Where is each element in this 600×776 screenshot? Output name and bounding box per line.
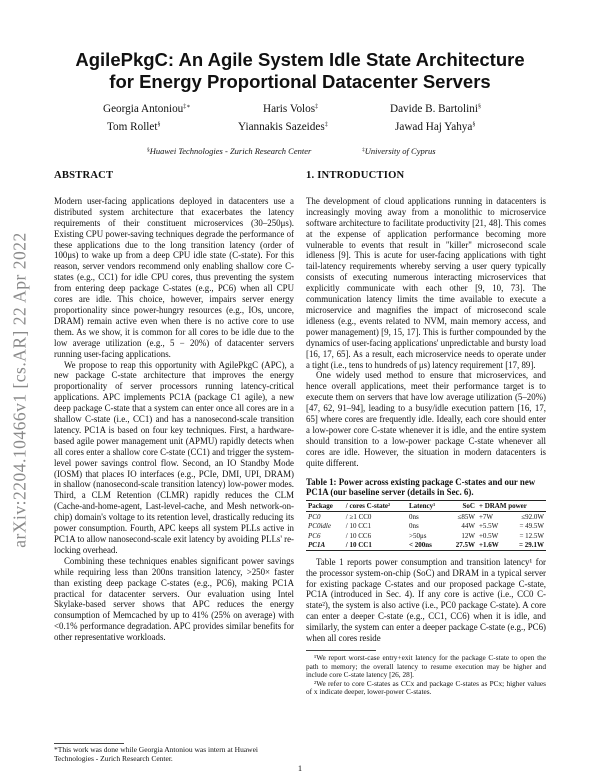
table-header: Latency¹: [407, 500, 447, 511]
table-header-row: [306, 500, 546, 511]
abstract-paragraph: Modern user-facing applications deployed in datacenters use a distributed system architecture that exacerbates the latency requirements of their constituent microservices (30–250μs). Existing CPU power-saving techniques degrade the performance of these applications due to the long transition latency (order of 100μs) to wake up from a deep CPU idle state (C-state). For this reason, server vendors recommend only enabling shallow core C-states (e.g., CC1) for idle CPU cores, thus preventing the system from entering deep package C-states (e.g., PC6) when all CPU cores are idle. This choice, however, impairs server energy proportionality since power-hungry resources (e.g., IOs, uncore, DRAM) remain active even when there is no active core to use them. As we show, it is common for all cores to be idle due to the low average utilization (e.g., 5 − 20%) of datacenter servers running user-facing applications.: [54, 195, 294, 359]
author: Haris Volos‡: [263, 103, 319, 115]
table-row: PC0idle / 10 CC1 0ns 44W +5.5W = 49.5W: [308, 522, 544, 531]
paper-title: [50, 49, 550, 93]
title-line-2: for Energy Proportional Datacenter Servers: [109, 71, 491, 92]
introduction-heading: 1. INTRODUCTION: [306, 170, 405, 181]
table-header: Package: [306, 500, 344, 511]
abstract-paragraph: Combining these techniques enables significant power savings while requiring less than 200ns transition latency, >250× faster than existing deep package C-states (e.g., PC6), making PC1A practical for datacenter servers. Our evaluation using Intel Skylake-based server shows that APC reduces the energy consumption of Memcached by up to 41% (25% on average) with <0.1% performance degradation. APC provides similar benefits for other representative workloads.: [54, 555, 294, 643]
left-column: [54, 171, 294, 643]
author: Davide B. Bartolini§: [390, 103, 481, 115]
arxiv-stamp[interactable]: arXiv:2204.10466v1 [cs.AR] 22 Apr 2022: [9, 232, 30, 548]
intern-footnote: *This work was done while Georgia Antoniou was intern at Huawei Technologies - Zurich Research Center.: [54, 745, 258, 763]
author: Tom Rollet§: [107, 121, 161, 133]
right-column: [306, 171, 546, 697]
title-line-1: AgilePkgC: An Agile System Idle State Architecture: [75, 49, 525, 70]
table-header: / cores C-state²: [344, 500, 407, 511]
intro-paragraph: Table 1 reports power consumption and transition latency¹ for the processor system-on-chip (SoC) and DRAM in a typical server for existing package C-states and our proposed package C-state, PC1A (introduced in Sec. 4). If any core is active (i.e., CC0 C-state²), the system is also active (i.e., PC0 package C-state). A core can enter a deeper C-state (e.g., CC1, CC6) when it is idle, and similarly, the system can enter a deeper package C-state (e.g., PC6) when all cores reside: [306, 556, 546, 644]
intro-paragraph: One widely used method to ensure that microservices, and hence overall applications, meet their performance target is to execute them on servers that have low average utilization (5–20%) [47, 62, 91–94], leading to a busy/idle execution pattern [16, 17, 65] where cores are frequently idle. Ideally, each core should enter a low-power core C-state whenever it is idle, and the entire system should transition to a low-power package C-state whenever all cores are idle. However, the situation in modern datacenters is quite different.: [306, 370, 546, 468]
author: Jawad Haj Yahya§: [395, 121, 476, 133]
table-caption: Table 1: Power across existing package C-states and our new PC1A (our baseline server (details in Sec. 6).: [306, 476, 536, 497]
abstract-paragraph: We propose to reap this opportunity with AgilePkgC (APC), a new package C-state architecture that improves the energy proportionality of server processors running latency-critical applications. APC implements PC1A (package C1 agile), a new deep package C-state that a system can enter once all cores are in a shallow C-state (i.e., CC1) and has a nanosecond-scale transition latency. PC1A is based on four key techniques. First, a hardware-based agile power management unit (APMU) rapidly detects when all cores enter a shallow core C-state (CC1) and trigger the system-level power savings control flow. Second, an IO Standby Mode (IOSM) that places IO interfaces (e.g., PCIe, DMI, UPI, DRAM) in shallow (nanosecond-scale transition latency) low-power modes. Third, a CLM Retention (CLMR) rapidly reduces the CLM (Cache-and-home-agent, Last-level-cache, and Mesh network-on-chip) domain's voltage to its retention level, drastically reducing its power consumption. Fourth, APC keeps all system PLLs active in PC1A to allow nanosecond-scale exit latency by avoiding PLLs' re-locking overhead.: [54, 359, 294, 555]
footnotes: [306, 650, 546, 697]
arxiv-stamp-container: [2, 190, 38, 590]
affiliation: §Huawei Technologies - Zurich Research Center: [147, 146, 312, 156]
table-row: PC1A / 10 CC1 < 200ns 27.5W +1.6W = 29.1W: [308, 540, 544, 549]
footnote: ²We refer to core C-states as CCx and package C-states as PCx; higher values of x indicate deeper, lower-power C-states.: [306, 678, 546, 697]
table-row: PC6 / 10 CC6 >50μs 12W +0.5W = 12.5W: [308, 531, 544, 540]
affiliation: ‡University of Cyprus: [362, 146, 436, 156]
table-1: [306, 477, 546, 551]
power-table: [306, 500, 546, 551]
footnote: ¹We report worst-case entry+exit latency for the package C-state to open the path to memory; the overall latency to resume execution may be higher and include core C-state latency [26, 28].: [306, 652, 546, 680]
author: Yiannakis Sazeides‡: [238, 121, 328, 133]
page-number: 1: [297, 763, 303, 773]
author: Georgia Antoniou‡∗: [103, 103, 191, 115]
footnote-divider: [306, 650, 376, 651]
abstract-heading: ABSTRACT: [54, 170, 114, 181]
table-header: + DRAM power: [477, 500, 546, 511]
intro-paragraph: The development of cloud applications running in datacenters is increasingly moving away from a monolithic to microservice software architecture to facilitate productivity [21, 48]. This comes at the expense of application performance becoming more vulnerable to events that result in "killer" microsecond scale idleness [9]. This is acute for user-facing applications with tight tail-latency requirements whereby serving a user query typically consists of executing numerous interacting microservices that explicitly communicate with each other [9, 10, 73]. The communication latency limits the time available to execute a microservice and magnifies the impact of microsecond scale idleness (e.g., events related to NVM, main memory access, and power management) [9, 15, 17]. This is further compounded by the dynamics of user-facing applications' unpredictable and bursty load [16, 17, 65]. As a result, each microservice needs to operate under a tight (i.e., tens to hundreds of μs) latency requirement [17, 89].: [306, 195, 546, 370]
footnote-divider: [54, 743, 124, 744]
table-header: SoC: [447, 500, 477, 511]
table-row: PC0 / ≥1 CC0 0ns ≤85W +7W ≤92.0W: [308, 512, 544, 521]
